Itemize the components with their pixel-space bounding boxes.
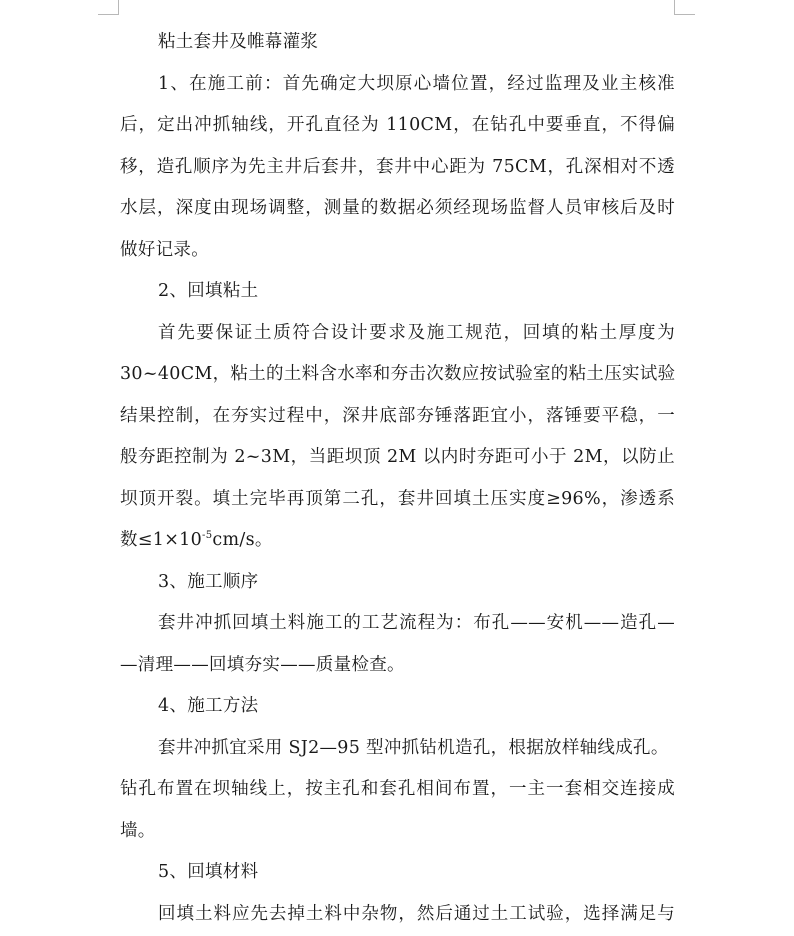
- paragraph-line: 1、在施工前：首先确定大坝原心墙位置，经过监理及业主核准: [158, 73, 675, 94]
- paragraph-line-with-exponent: [120, 520, 675, 562]
- document-body: [120, 22, 675, 935]
- paragraph-line: 30~40CM，粘土的土料含水率和夯击次数应按试验室的粘土压实试验: [120, 364, 676, 384]
- paragraph-line: 套井冲抓宜采用 SJ2—95 型冲抓钻机造孔，根据放样轴线成孔。: [158, 737, 669, 758]
- paragraph-line: 首先要保证土质符合设计要求及施工规范，回填的粘土厚度为: [158, 322, 675, 343]
- exponent-superscript: -5: [202, 530, 213, 541]
- document-title: 粘土套井及帷幕灌浆: [158, 32, 319, 52]
- paragraph-line: 套井冲抓回填土料施工的工艺流程为：布孔——安机——造孔—: [158, 613, 675, 633]
- paragraph-line: 水层，深度由现场调整，测量的数据必须经现场监督人员审核后及时: [120, 198, 675, 218]
- paragraph-line: 墙。: [120, 820, 156, 841]
- paragraph-line: 回填土料应先去掉土料中杂物，然后通过土工试验，选择满足与: [158, 903, 675, 924]
- permeability-text: 数≤1×10: [120, 530, 203, 550]
- paragraph-line: 后，定出冲抓轴线，开孔直径为 110CM，在钻孔中要垂直，不得偏: [120, 115, 675, 135]
- page-margin-corner-top-right: [674, 0, 695, 15]
- paragraph-line: 做好记录。: [120, 239, 209, 260]
- paragraph-line: 般夯距控制为 2~3M，当距坝顶 2M 以内时夯距可小于 2M，以防止: [120, 447, 675, 467]
- paragraph-line: —清理——回填夯实——质量检查。: [120, 654, 405, 675]
- section-heading: 2、回填粘土: [158, 281, 259, 301]
- section-heading: 4、施工方法: [158, 696, 259, 716]
- section-heading: 3、施工顺序: [158, 571, 259, 592]
- paragraph-line: 移，造孔顺序为先主井后套井，套井中心距为 75CM，孔深相对不透: [120, 156, 675, 177]
- paragraph-line: 钻孔布置在坝轴线上，按主孔和套孔相间布置，一主一套相交连接成: [120, 779, 675, 799]
- page-margin-corner-top-left: [98, 0, 119, 15]
- paragraph-line: 坝顶开裂。填土完毕再顶第二孔，套井回填土压实度≥96%，渗透系: [120, 488, 675, 509]
- paragraph-line: 结果控制，在夯实过程中，深井底部夯锤落距宜小，落锤要平稳，一: [120, 405, 675, 426]
- permeability-unit: cm/s。: [212, 530, 273, 550]
- section-heading: 5、回填材料: [158, 862, 259, 882]
